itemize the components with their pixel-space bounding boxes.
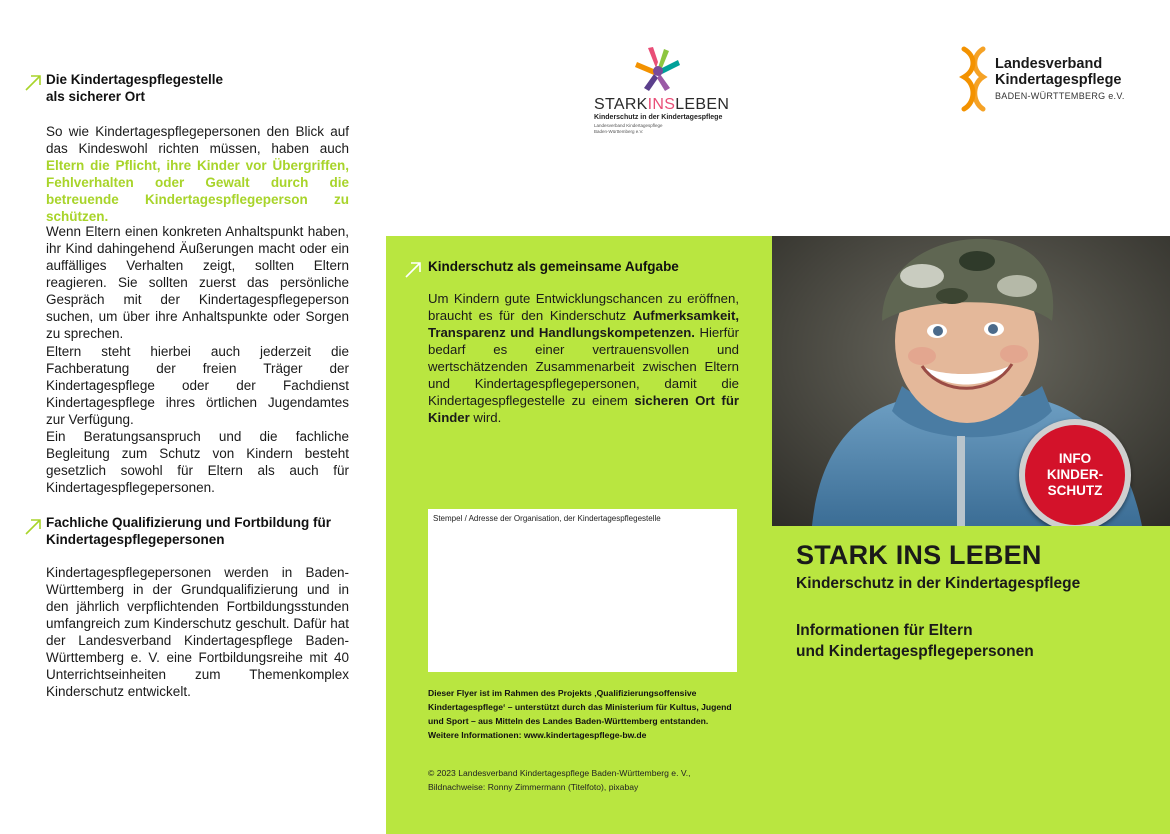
hands-icon	[634, 44, 682, 94]
stamp-label: Stempel / Adresse der Organisation, der Kindertagespflegestelle	[433, 514, 661, 523]
stark-ins-leben-logo	[590, 44, 760, 139]
arrow-icon	[404, 259, 424, 279]
heading-line: Kindertagespflegepersonen	[46, 532, 225, 547]
paragraph-parents-duty	[46, 123, 349, 225]
paragraph-text: wird.	[469, 410, 502, 425]
paragraph-text: So wie Kindertagespflegepersonen den Blick auf das Kindeswohl richten müssen, haben auch	[46, 124, 349, 156]
copyright	[428, 766, 748, 794]
arrow-icon	[24, 516, 44, 536]
heading-line: Die Kindertagespflegestelle	[46, 72, 224, 87]
badge-text: INFO KINDER- SCHUTZ	[1046, 451, 1104, 498]
cover-green-panel	[772, 526, 1170, 834]
logo-word-leben: LEBEN	[675, 96, 730, 113]
paragraph-concrete-indication: Wenn Eltern einen konkreten Anhaltspunkt haben, ihr Kind dahingehend Äußerungen macht oder ein auffälliges Verhalten zeigt, sollten Eltern reagieren. Sie sollten zuerst das persönliche Gespräch mit der Kindertagespflegeperson suchen, um über ihre Anhaltspunkte oder Sorgen zu sprechen.	[46, 224, 349, 341]
heading-line: Fachliche Qualifizierung und Fortbildung für	[46, 515, 331, 530]
section-heading-safe-place	[46, 71, 346, 105]
highlight-text: Eltern die Pflicht, ihre Kinder vor Übergriffen, Fehlverhalten oder Gewalt durch die betreuende Kindertagespflegeperson zu schützen.	[46, 158, 349, 224]
lv-name	[995, 56, 1122, 88]
lv-line: Landesverband	[995, 56, 1103, 72]
cover-title: STARK INS LEBEN	[796, 540, 1042, 570]
logo-small-text: Baden-Württemberg e.V.	[594, 129, 644, 134]
heading-line: als sicherer Ort	[46, 89, 146, 104]
paragraph-counseling: Eltern steht hierbei auch jederzeit die Fachberatung der freien Träger der Kindertagespflege oder der Fachdienst Kindertagespflege ihres örtlichen Jugendamtes zur Verfügung.	[46, 344, 349, 427]
bold-text: sicheren Ort für Kinder	[428, 393, 740, 425]
arrow-icon	[24, 72, 44, 92]
lv-subline: BADEN-WÜRTTEMBERG e.V.	[995, 91, 1125, 101]
project-note: Dieser Flyer ist im Rahmen des Projekts ‚Qualifizierungsoffensive Kindertagespflege‘ – unterstützt durch das Ministerium für Kultus, Jugend und Sport – aus Mitteln des Landes Baden-Württemberg entstanden. Weitere Informationen: www.kindertagespflege-bw.de	[428, 688, 732, 740]
copyright-line: Bildnachweise: Ronny Zimmermann (Titelfoto), pixabay	[428, 782, 639, 792]
paragraph-legal-claim: Ein Beratungsanspruch und die fachliche Begleitung zum Schutz von Kindern besteht gesetzlich sowohl für Eltern als auch für Kindertagespflegepersonen.	[46, 429, 349, 495]
logo-small-text: Landesverband Kindertagespflege	[594, 123, 663, 128]
section-heading-common-task: Kinderschutz als gemeinsame Aufgabe	[428, 259, 679, 274]
logo-word-stark: STARK	[594, 96, 648, 113]
logo-word-ins: INS	[647, 96, 676, 113]
paragraph-qualification: Kindertagespflegepersonen werden in Baden-Württemberg in der Grundqualifizierung und in den jährlich verpflichtenden Fortbildungsstunden umfangreich zum Kinderschutz geschult. Dafür hat der Landesverband Kindertagespflege Baden-Württemberg e. V. eine Fortbildungsreihe mit 40 Unterrichtseinheiten zum Themenkomplex Kinderschutz entwickelt.	[46, 565, 349, 699]
info-kinderschutz-badge	[1019, 419, 1131, 531]
copyright-line: © 2023 Landesverband Kindertagespflege Baden-Württemberg e. V.,	[428, 768, 691, 778]
cover-info-line: und Kindertagespflegepersonen	[796, 643, 1034, 660]
badge-inner	[1025, 425, 1125, 525]
cover-info	[796, 620, 1034, 662]
cover-subtitle: Kinderschutz in der Kindertagespflege	[796, 575, 1081, 592]
bold-text: Aufmerksamkeit, Transparenz und Handlungskompetenzen.	[428, 308, 739, 340]
lv-line: Kindertagespflege	[995, 72, 1122, 88]
lv-bracket-icon	[958, 46, 990, 112]
paragraph-text: Hierfür bedarf es einer vertrauensvollen und wertschätzenden Zusammenarbeit zwischen Eltern und Kindertagespflegepersonen, damit die Kindertagespflegestelle zu einem	[428, 325, 740, 408]
cover-info-line: Informationen für Eltern	[796, 622, 973, 639]
stamp-box	[428, 509, 737, 672]
paragraph-common-task	[428, 290, 739, 426]
section-heading-qualification	[46, 514, 356, 548]
logo-wordmark	[594, 96, 729, 114]
landesverband-logo	[958, 46, 1148, 116]
logo-tagline: Kinderschutz in der Kindertagespflege	[594, 114, 723, 121]
paragraph-text: Um Kindern gute Entwicklungschancen zu eröffnen, braucht es für den Kinderschutz	[428, 291, 739, 323]
